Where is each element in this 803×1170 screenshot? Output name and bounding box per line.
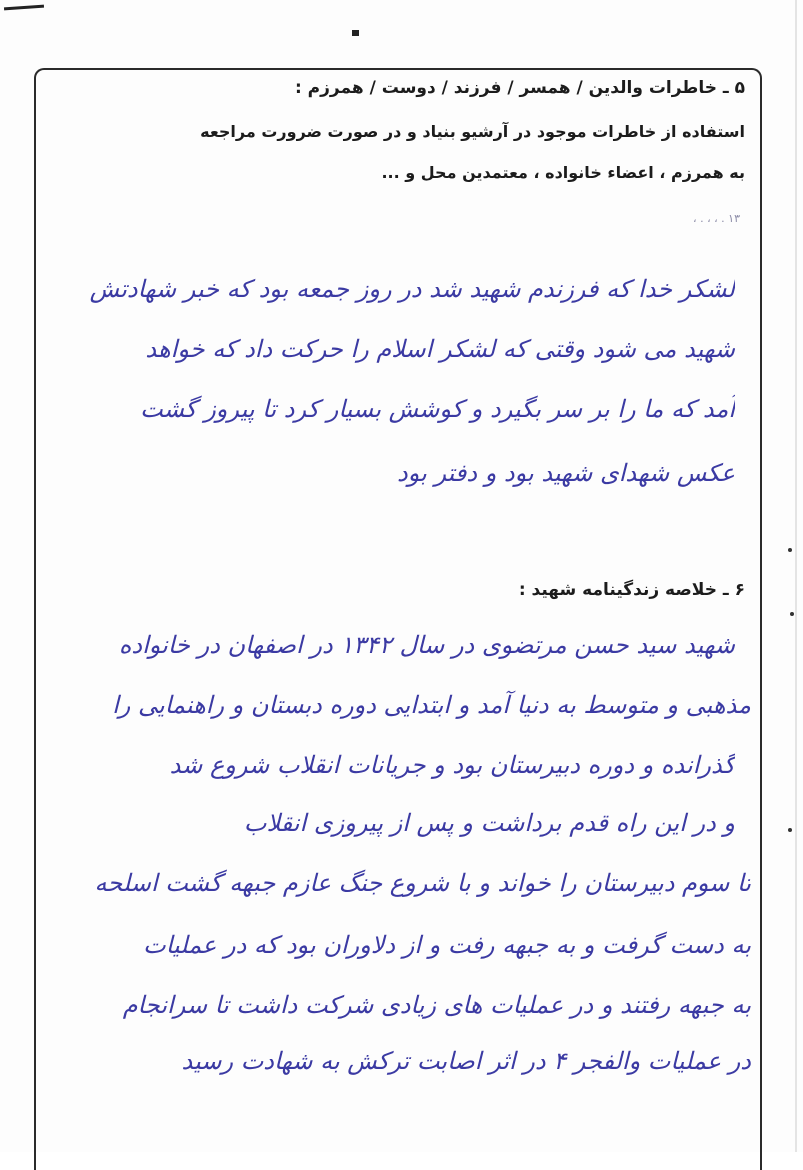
handwritten-line: به دست گرفت و به جبهه رفت و از دلاوران بود که در عملیات [143, 931, 751, 959]
section5-heading: ۵ ـ خاطرات والدین / همسر / فرزند / دوست / همرزم : [294, 78, 745, 98]
scan-corner-mark [4, 5, 44, 11]
handwritten-line: گذرانده و دوره دبیرستان بود و جریانات انقلاب شروع شد [169, 751, 735, 779]
section5-description: استفاده از خاطرات موجود در آرشیو بنیاد و در صورت ضرورت مراجعه [200, 122, 745, 141]
scan-noise: ۱۳ . ، ، . ، [693, 212, 740, 225]
handwritten-line: شهید می شود وقتی که لشکر اسلام را حرکت داد که خواهد [145, 335, 735, 363]
handwritten-line: عکس شهدای شهید بود و دفتر بود [397, 459, 735, 487]
handwritten-line: به جبهه رفتند و در عملیات های زیادی شرکت داشت تا سرانجام [122, 991, 751, 1019]
section6-heading: ۶ ـ خلاصه زندگینامه شهید : [518, 580, 745, 600]
section5-description: به همرزم ، اعضاء خانواده ، معتمدین محل و ... [381, 163, 745, 182]
handwritten-line: مذهبی و متوسط به دنیا آمد و ابتدایی دوره دبستان و راهنمایی را [112, 691, 751, 719]
punch-hole-mark [352, 30, 359, 36]
scan-dot [788, 548, 792, 552]
handwritten-line: لشکر خدا که فرزندم شهید شد در روز جمعه بود که خبر شهادتش [89, 275, 735, 303]
handwritten-line: آمد که ما را بر سر بگیرد و کوشش بسیار کرد تا پیروز گشت [140, 395, 735, 423]
handwritten-line: شهید سید حسن مرتضوی در سال ۱۳۴۲ در اصفهان در خانواده [118, 631, 735, 659]
scan-dot [788, 828, 792, 832]
handwritten-line: تا سوم دبیرستان را خواند و با شروع جنگ عازم جبهه گشت اسلحه [94, 869, 751, 897]
scan-edge [795, 0, 797, 1152]
scan-dot [790, 612, 794, 616]
handwritten-line: در عملیات والفجر ۴ در اثر اصابت ترکش به شهادت رسید [181, 1047, 751, 1075]
handwritten-line: و در این راه قدم برداشت و پس از پیروزی انقلاب [243, 809, 735, 837]
